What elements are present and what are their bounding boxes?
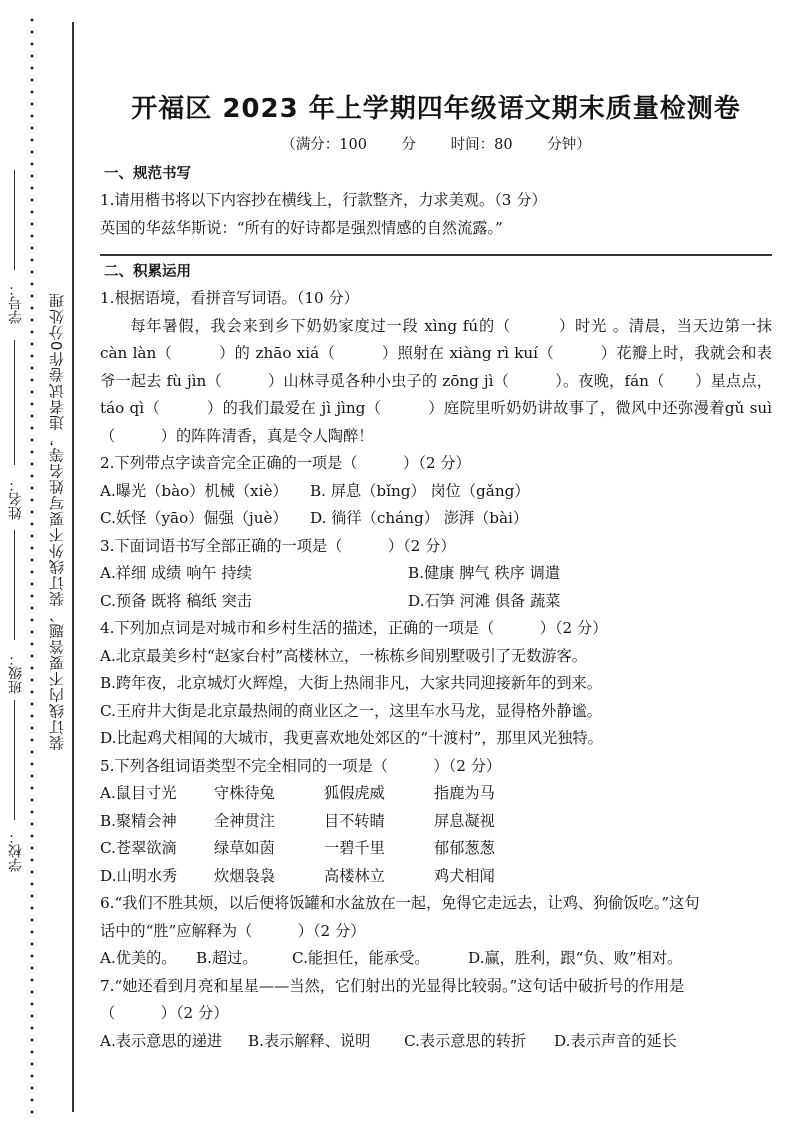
q7-option-a[interactable]: A.表示意思的递进 bbox=[100, 1031, 223, 1050]
q6-stem-line1: 6.“我们不胜其烦，以后便将饭罐和水盆放在一起，免得它走远去，让鸡、狗偷饭吃。”这句 bbox=[100, 894, 700, 912]
field-school: 学校： bbox=[8, 830, 24, 872]
q2-option-d[interactable]: D. 徜徉（cháng） 澎湃（bài） bbox=[310, 509, 529, 527]
q5-option-d[interactable]: D.山明水秀 炊烟袅袅 高楼林立 鸡犬相闻 bbox=[100, 866, 495, 885]
q3-options-row2 bbox=[100, 588, 772, 616]
q7-options bbox=[100, 1028, 772, 1056]
q1-passage: 每年暑假，我会来到乡下奶奶家度过一段 xìng fú的（ ）时光 。清晨，当天边第一抹 càn làn（ ）的 zhāo xiá（ ）照射在 xiàng rì kuí（ ）花瓣上时，我就会和表爷一起去 fù jìn（ ）山林寻觅各种小虫子的 zōng jì（ ）。夜晚，fán（ ）星点点，táo qì（ ）的我们最爱在 jì jìng（ ）庭院里听奶奶讲故事了，微风中还弥漫着gǔ suì（ ）的阵阵清香，真是令人陶醉！ bbox=[100, 316, 772, 445]
q2-stem: 2.下列带点字读音完全正确的一项是（ ）（2 分） bbox=[100, 454, 471, 472]
q4-option-a[interactable]: A.北京最美乡村“赵家台村”高楼林立，一栋栋乡间别墅吸引了无数游客。 bbox=[100, 646, 587, 665]
s1-q1-stem: 1.请用楷书将以下内容抄在横线上，行款整齐，力求美观。（3 分） bbox=[100, 191, 547, 209]
q3-option-d[interactable]: D.石笋 河滩 俱备 蔬菜 bbox=[408, 591, 561, 610]
q6-options bbox=[100, 945, 772, 973]
q3-stem: 3.下面词语书写全部正确的一项是（ ）（2 分） bbox=[100, 536, 456, 555]
section1-heading: 一、规范书写 bbox=[104, 166, 191, 182]
q6-stem-line2: 话中的“胜”应解释为（ ）（2 分） bbox=[100, 921, 366, 940]
s1-quote: 英国的华兹华斯说：“所有的好诗都是强烈情感的自然流露。” bbox=[100, 218, 503, 237]
q5-stem: 5.下列各组词语类型不完全相同的一项是（ ）（2 分） bbox=[100, 756, 502, 775]
q2-option-c[interactable]: C.妖怪（yāo）倔强（juè） bbox=[100, 509, 288, 527]
q7-stem-line1: 7.“她还看到月亮和星星——当然，它们射出的光显得比较弱。”这句话中破折号的作用是 bbox=[100, 976, 685, 995]
q2-options-row2 bbox=[100, 505, 772, 533]
q3-option-b[interactable]: B.健康 脾气 秩序 调遣 bbox=[408, 564, 560, 582]
q5-option-a[interactable]: A.鼠目寸光 守株待兔 狐假虎威 指鹿为马 bbox=[100, 784, 495, 802]
writing-line[interactable] bbox=[100, 254, 772, 256]
field-id-line bbox=[14, 170, 15, 270]
q7-stem-line2: （ ）（2 分） bbox=[100, 1004, 229, 1022]
exam-content bbox=[100, 88, 772, 1055]
q2-option-a[interactable]: A.曝光（bào）机械（xiè） bbox=[100, 481, 288, 500]
binding-line bbox=[72, 22, 74, 1112]
binding-instruction: 装订线内不要答题、装订线外不要写姓名等，违者试卷作0分处理 bbox=[48, 292, 66, 751]
q6-option-b[interactable]: B.超过。 bbox=[196, 949, 258, 967]
q4-option-c[interactable]: C.王府井大街是北京最热闹的商业区之一，这里车水马龙，显得格外静谧。 bbox=[100, 701, 602, 720]
q7-option-c[interactable]: C.表示意思的转折 bbox=[404, 1031, 527, 1050]
q7-option-b[interactable]: B.表示解释、说明 bbox=[248, 1031, 371, 1050]
field-class: 班级： bbox=[8, 652, 24, 694]
field-name: 姓名： bbox=[8, 478, 24, 520]
q3-options-row1 bbox=[100, 560, 772, 588]
q7-option-d[interactable]: D.表示声音的延长 bbox=[554, 1031, 677, 1050]
q4-option-d[interactable]: D.比起鸡犬相闻的大城市，我更喜欢地处郊区的“十渡村”，那里风光独特。 bbox=[100, 729, 603, 747]
q2-options-row1 bbox=[100, 478, 772, 506]
field-class-line bbox=[14, 530, 15, 640]
q2-option-b[interactable]: B. 屏息（bǐng） 岗位（gǎng） bbox=[310, 481, 530, 500]
q6-option-a[interactable]: A.优美的。 bbox=[100, 949, 177, 967]
q6-option-d[interactable]: D.赢，胜利，跟“负、败”相对。 bbox=[468, 949, 683, 967]
q6-option-c[interactable]: C.能担任，能承受。 bbox=[292, 949, 430, 967]
q4-option-b[interactable]: B.跨年夜，北京城灯火辉煌，大街上热闹非凡，大家共同迎接新年的到来。 bbox=[100, 674, 602, 692]
field-name-line bbox=[14, 340, 15, 465]
q1-stem: 1.根据语境，看拼音写词语。（10 分） bbox=[100, 289, 359, 307]
q4-stem: 4.下列加点词是对城市和乡村生活的描述，正确的一项是（ ）（2 分） bbox=[100, 619, 608, 637]
exam-title: 开福区 2023 年上学期四年级语文期末质量检测卷 bbox=[131, 94, 741, 124]
binding-dots bbox=[30, 14, 34, 1114]
q5-option-c[interactable]: C.苍翠欲滴 绿草如茵 一碧千里 郁郁葱葱 bbox=[100, 839, 495, 857]
section2-heading: 二、积累运用 bbox=[104, 264, 191, 280]
binding-margin bbox=[0, 0, 80, 1122]
q3-option-a[interactable]: A.祥细 成绩 响午 持续 bbox=[100, 564, 252, 582]
exam-subtitle: （满分：100 分 时间：80 分钟） bbox=[281, 137, 591, 153]
q3-option-c[interactable]: C.预备 既将 稿纸 突击 bbox=[100, 591, 252, 610]
field-school-line bbox=[14, 700, 15, 820]
field-id: 学号： bbox=[8, 282, 24, 324]
q5-option-b[interactable]: B.聚精会神 全神贯注 目不转睛 屏息凝视 bbox=[100, 811, 495, 830]
